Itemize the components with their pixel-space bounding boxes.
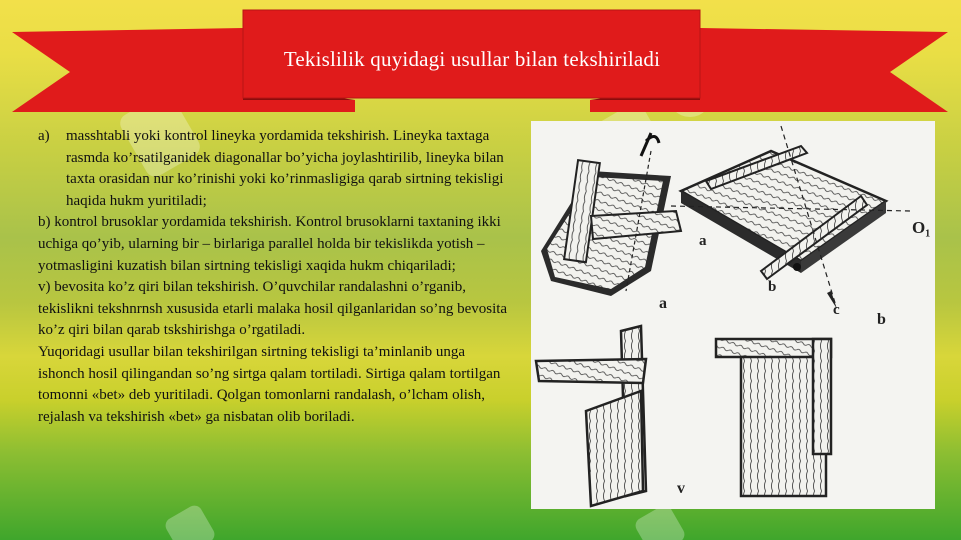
figure-a-board-ruler xyxy=(541,133,681,296)
label-v: v xyxy=(677,480,685,497)
figure-v-right-boards xyxy=(716,339,831,496)
closing-text: Yuqoridagi usullar bilan tekshirilgan sirtning tekisligi ta’minlanib unga ishonch hosil qilingandan so’ng sirtga qalam tortiladi. Sirtiga qalam tortilgan tomonni «bet» deb yuritiladi. Qolgan tomonlarni randalash, o’lcham olish, rejalash va tekshirish «bet» ga nisbatan olib boriladi. xyxy=(38,343,501,425)
label-b-bottom: b xyxy=(877,311,886,328)
list-marker-a: a) xyxy=(38,128,50,144)
item-v-text: v) bevosita ko’z qiri bilan tekshirish. O’quvchilar randalashni o’rganib, tekislikni tekshnrnsh xususida etarli malaka hosil qilganlaridan so’ng bevosita ko’z qiri bilan qarab tskshirishga o’rgatiladi. xyxy=(38,279,508,339)
item-a-text: masshtabli yoki kontrol lineyka yordamida tekshirish. Lineyka taxtaga rasmda ko’rsatilganidek diagonallar bo’yicha joylashtirilib, lineyka bilan taxta orasidan nur ko’rinishi yoki ko’rinmasligiga qarab sirtning tekisligi haqida hukm yuritiladi; xyxy=(66,128,504,209)
slide-title: Tekislilik quyidagi usullar bilan tekshiriladi xyxy=(283,46,661,71)
illustration-drawing xyxy=(531,121,935,509)
item-b-text: b) kontrol brusoklar yordamida tekshirish. Kontrol brusoklarni taxtaning ikki uchiga qo’yib, ularning bir – birlariga parallel holda bir tekislikda yotish – yotmasligini kuzatish bilan sirtning tekisligi xaqida hukm chiqariladi; xyxy=(38,214,501,274)
list-item-a xyxy=(38,126,508,212)
body-text xyxy=(38,126,508,428)
label-a-bottom: a xyxy=(659,295,667,312)
label-b-inner: b xyxy=(768,279,777,295)
label-c: c xyxy=(833,302,840,318)
label-o1: O₁ xyxy=(912,218,931,237)
figure-v-left-boards xyxy=(536,326,646,506)
figure-b-board-bars xyxy=(671,126,911,309)
planarity-check-illustration xyxy=(531,121,935,509)
label-a-inner: a xyxy=(699,233,707,249)
